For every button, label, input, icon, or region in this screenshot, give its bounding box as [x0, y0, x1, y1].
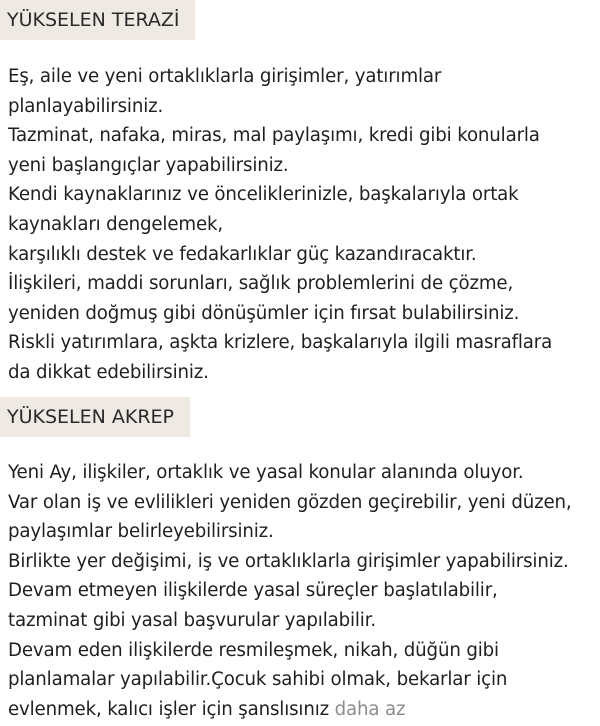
text-line: Devam etmeyen ilişkilerde yasal süreçler başlatılabilir, — [8, 580, 498, 602]
text-line: Var olan iş ve evlilikleri yeniden gözden geçirebilir, yeni düzen, — [8, 491, 572, 513]
show-less-link[interactable]: daha az — [334, 698, 406, 720]
text-line-last — [8, 695, 598, 725]
text-line: kaynakları dengelemek, — [8, 213, 223, 235]
text-line: planlayabilirsiniz. — [8, 95, 164, 117]
section-header-terazi — [0, 0, 195, 40]
section-title: YÜKSELEN TERAZİ — [7, 9, 180, 31]
text-line: Tazminat, nafaka, miras, mal paylaşımı, kredi gibi konularla — [8, 125, 540, 147]
text-line: Eş, aile ve yeni ortaklıklarla girişimler, yatırımlar — [8, 66, 442, 87]
text-line-content: evlenmek, kalıcı işler için şanslısınız — [8, 698, 330, 720]
text-line: tazminat gibi yasal başvurular yapılabilir. — [8, 609, 376, 631]
text-line: da dikkat edebilirsiniz. — [8, 361, 209, 383]
text-line: Devam eden ilişkilerde resmileşmek, nikah, düğün gibi — [8, 639, 499, 661]
section-body-terazi — [8, 62, 598, 388]
text-line: Riskli yatırımlara, aşkta krizlere, başkalarıyla ilgili masraflara — [8, 332, 553, 354]
text-line: Birlikte yer değişimi, iş ve ortaklıklarla girişimler yapabilirsiniz. — [8, 550, 569, 572]
text-line: Kendi kaynaklarınız ve önceliklerinizle, başkalarıyla ortak — [8, 184, 519, 206]
section-header-akrep — [0, 397, 190, 437]
section-title: YÜKSELEN AKREP — [7, 406, 175, 428]
text-line: planlamalar yapılabilir.Çocuk sahibi olmak, bekarlar için — [8, 669, 508, 691]
text-line: Yeni Ay, ilişkiler, ortaklık ve yasal konular alanında oluyor. — [8, 462, 524, 483]
section-body-akrep — [8, 458, 598, 724]
text-line: yeni başlangıçlar yapabilirsiniz. — [8, 154, 289, 176]
text-line: paylaşımlar belirleyebilirsiniz. — [8, 521, 274, 543]
text-line: yeniden doğmuş gibi dönüşümler için fırsat bulabilirsiniz. — [8, 302, 520, 324]
text-line: İlişkileri, maddi sorunları, sağlık problemlerini de çözme, — [8, 273, 514, 295]
text-line: karşılıklı destek ve fedakarlıklar güç kazandıracaktır. — [8, 243, 477, 265]
